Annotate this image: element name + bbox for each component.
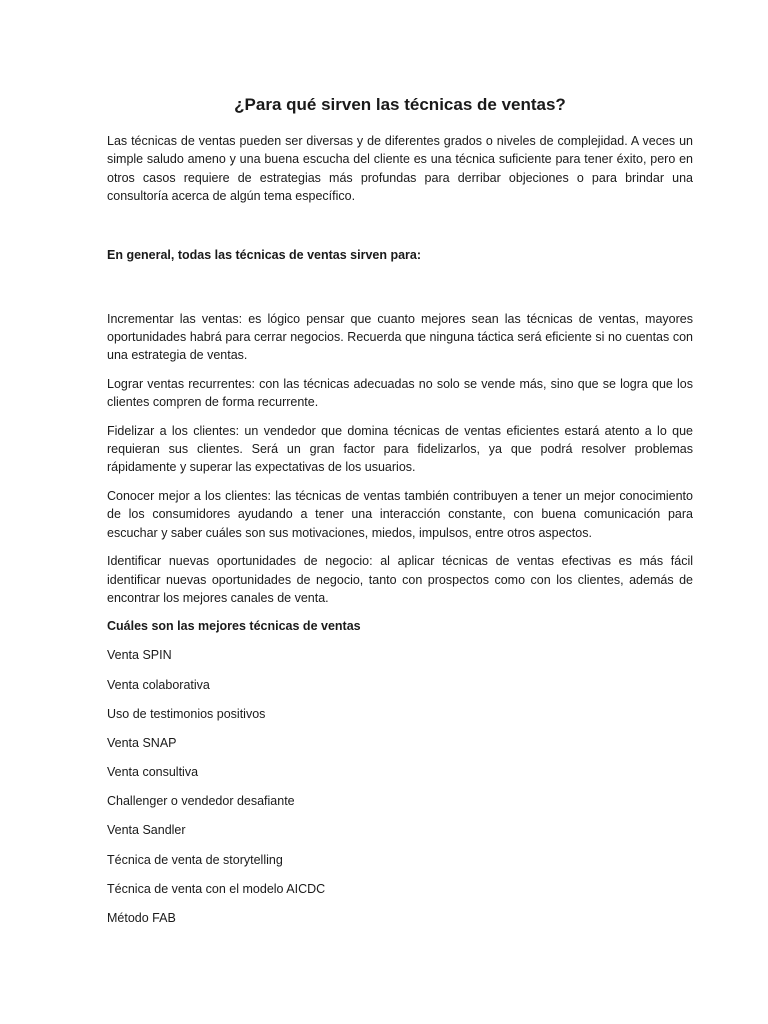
list-item: Venta SNAP [107, 735, 177, 750]
document-page [107, 94, 693, 938]
list-item: Venta consultiva [107, 765, 199, 780]
benefit-paragraph: Incrementar las ventas: es lógico pensar que cuanto mejores sean las técnicas de ventas, mayores oportunidades habrá para cerrar negocios. Recuerda que ninguna táctica será eficiente si no cuentas con una estrategia de ventas. [107, 311, 693, 363]
benefit-paragraph: Fidelizar a los clientes: un vendedor que domina técnicas de ventas eficientes estará atento a lo que requieran sus clientes. Será un gran factor para fidelizarlos, ya que podrá resolver problemas rápidamente y superar las expectativas de los usuarios. [107, 423, 693, 475]
techniques-heading: Cuáles son las mejores técnicas de ventas [107, 619, 361, 634]
list-item: Venta Sandler [107, 823, 186, 838]
list-item: Técnica de venta de storytelling [107, 852, 283, 867]
list-item: Técnica de venta con el modelo AICDC [107, 881, 326, 896]
benefit-paragraph: Conocer mejor a los clientes: las técnicas de ventas también contribuyen a tener un mejor conocimiento de los consumidores ayudando a tener una interacción constante, con buena comunicación para escuchar y saber cuáles son sus motivaciones, miedos, impulsos, entre otros aspectos. [107, 488, 693, 540]
general-heading: En general, todas las técnicas de ventas sirven para: [107, 247, 422, 262]
list-item: Uso de testimonios positivos [107, 706, 266, 721]
benefit-paragraph: Lograr ventas recurrentes: con las técnicas adecuadas no solo se vende más, sino que se logra que los clientes compren de forma recurrente. [107, 376, 693, 410]
benefits-section [107, 310, 693, 608]
list-item: Venta SPIN [107, 648, 172, 663]
list-item: Método FAB [107, 911, 176, 925]
list-item: Challenger o vendedor desafiante [107, 794, 295, 809]
document-title: ¿Para qué sirven las técnicas de ventas? [234, 95, 566, 114]
list-item: Venta colaborativa [107, 677, 210, 692]
intro-paragraph: Las técnicas de ventas pueden ser diversas y de diferentes grados o niveles de complejidad. A veces un simple saludo ameno y una buena escucha del cliente es una técnica suficiente para tener éxito, pero en otros casos requiere de estrategias más profundas para derribar objeciones o para brindar una consultoría acerca de algún tema específico. [107, 134, 693, 204]
techniques-list [107, 646, 693, 927]
benefit-paragraph: Identificar nuevas oportunidades de negocio: al aplicar técnicas de ventas efectivas es más fácil identificar nuevas oportunidades de negocio, tanto con prospectos como con los clientes, además de encontrar los mejores canales de venta. [107, 554, 693, 605]
